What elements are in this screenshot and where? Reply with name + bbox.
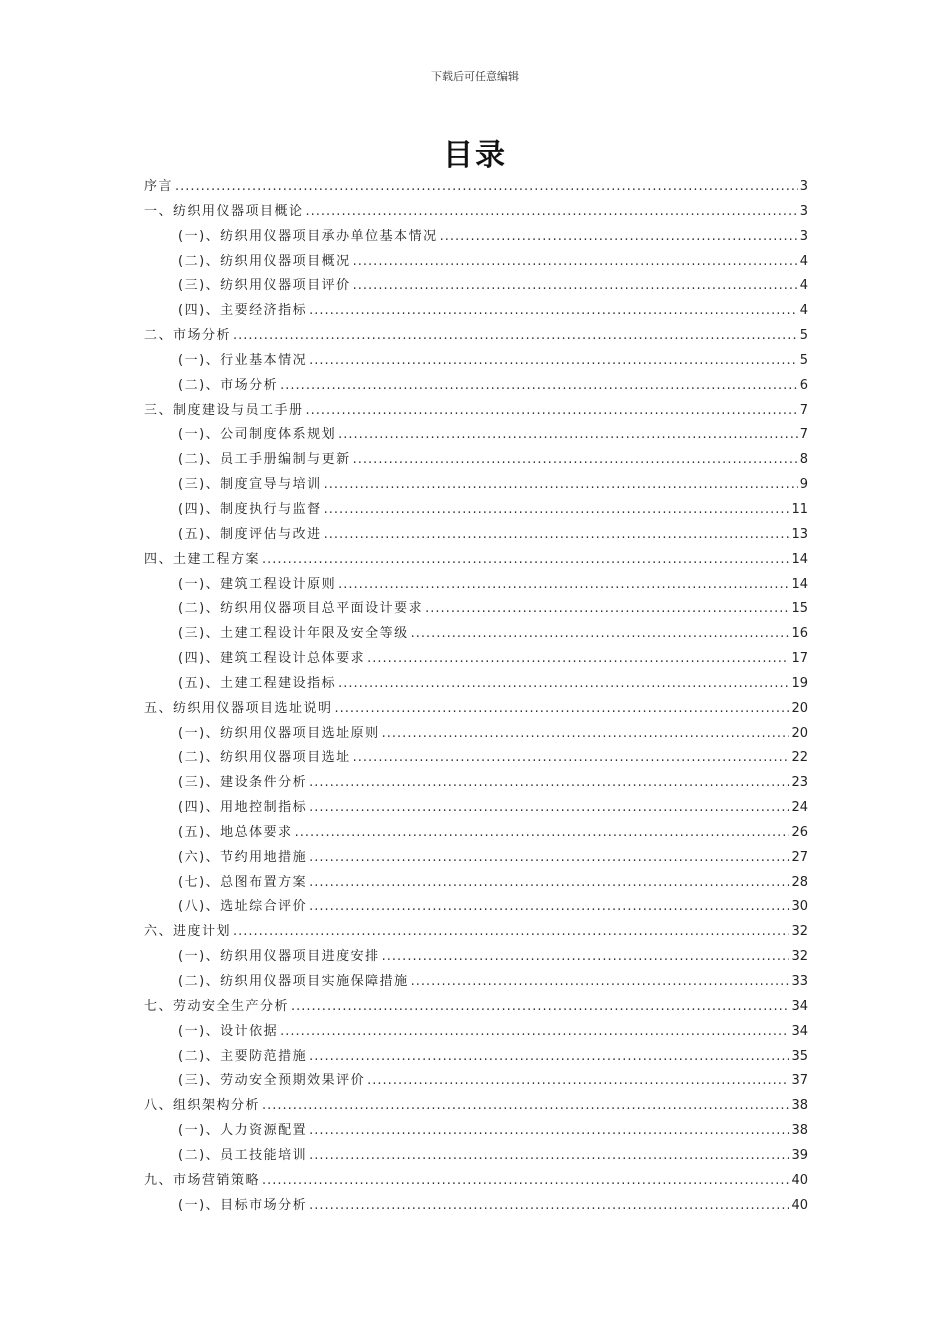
toc-entry-page: 27 — [791, 849, 808, 865]
toc-entry[interactable] — [144, 423, 808, 448]
toc-entry[interactable] — [144, 1194, 808, 1219]
toc-entry-page: 40 — [791, 1172, 808, 1188]
toc-entry[interactable] — [144, 871, 808, 896]
toc-entry[interactable] — [144, 821, 808, 846]
toc-entry[interactable] — [144, 1069, 808, 1094]
toc-entry-label: (四)、主要经济指标 — [178, 303, 308, 319]
toc-entry-label: (四)、建筑工程设计总体要求 — [178, 651, 366, 667]
toc-entry[interactable] — [144, 523, 808, 548]
toc-entry[interactable] — [144, 995, 808, 1020]
toc-entry[interactable] — [144, 374, 808, 399]
toc-entry-label: (五)、地总体要求 — [178, 824, 293, 840]
toc-dot-leader — [367, 647, 789, 672]
toc-entry[interactable] — [144, 250, 808, 275]
toc-dot-leader — [382, 722, 790, 747]
toc-entry[interactable] — [144, 175, 808, 200]
toc-dot-leader — [309, 299, 798, 324]
toc-entry-page: 15 — [791, 601, 808, 617]
toc-dot-leader — [309, 846, 789, 871]
toc-entry-page: 7 — [799, 427, 808, 443]
toc-entry-label: (六)、节约用地措施 — [178, 849, 308, 865]
toc-entry-label: (三)、土建工程设计年限及安全等级 — [178, 626, 409, 642]
toc-entry[interactable] — [144, 349, 808, 374]
toc-entry-page: 14 — [791, 551, 808, 567]
toc-dot-leader — [233, 324, 798, 349]
toc-dot-leader — [324, 473, 798, 498]
toc-dot-leader — [353, 448, 798, 473]
toc-entry-label: (一)、人力资源配置 — [178, 1123, 308, 1139]
toc-entry-page: 16 — [791, 626, 808, 642]
toc-dot-leader — [324, 498, 790, 523]
toc-dot-leader — [309, 1045, 789, 1070]
toc-dot-leader — [367, 1069, 789, 1094]
toc-entry-label: 一、纺织用仪器项目概论 — [144, 203, 304, 219]
toc-entry[interactable] — [144, 573, 808, 598]
toc-dot-leader — [425, 597, 789, 622]
toc-dot-leader — [309, 895, 789, 920]
toc-entry-label: (七)、总图布置方案 — [178, 874, 308, 890]
toc-entry-page: 5 — [799, 352, 808, 368]
toc-entry[interactable] — [144, 796, 808, 821]
toc-entry-label: 序言 — [144, 179, 174, 194]
toc-entry[interactable] — [144, 846, 808, 871]
toc-dot-leader — [335, 697, 790, 722]
toc-entry-page: 20 — [791, 700, 808, 716]
toc-entry-label: (一)、目标市场分析 — [178, 1197, 308, 1213]
toc-dot-leader — [411, 970, 790, 995]
toc-entry[interactable] — [144, 399, 808, 424]
toc-entry-label: (二)、纺织用仪器项目概况 — [178, 253, 351, 269]
toc-dot-leader — [309, 771, 789, 796]
toc-entry-label: 八、组织架构分析 — [144, 1098, 261, 1114]
toc-entry[interactable] — [144, 597, 808, 622]
toc-entry-page: 9 — [799, 477, 808, 493]
toc-entry-label: (二)、员工手册编制与更新 — [178, 452, 351, 468]
toc-entry-page: 7 — [799, 402, 808, 418]
toc-dot-leader — [280, 1020, 789, 1045]
toc-entry-page: 4 — [799, 278, 808, 294]
toc-entry-label: (一)、公司制度体系规划 — [178, 427, 337, 443]
toc-entry-page: 34 — [791, 1023, 808, 1039]
toc-entry-page: 3 — [799, 228, 808, 244]
toc-entry[interactable] — [144, 324, 808, 349]
toc-entry-label: (一)、纺织用仪器项目承办单位基本情况 — [178, 228, 438, 244]
toc-dot-leader — [262, 548, 789, 573]
toc-entry-label: (二)、纺织用仪器项目实施保障措施 — [178, 974, 409, 989]
toc-dot-leader — [175, 175, 798, 200]
toc-entry-page: 32 — [791, 924, 808, 940]
toc-entry-label: (三)、制度宣导与培训 — [178, 477, 322, 493]
toc-dot-leader — [291, 995, 789, 1020]
toc-entry-page: 23 — [791, 775, 808, 791]
toc-entry-page: 39 — [791, 1147, 808, 1163]
toc-entry[interactable] — [144, 1169, 808, 1194]
toc-entry[interactable] — [144, 722, 808, 747]
toc-entry[interactable] — [144, 771, 808, 796]
toc-entry-page: 37 — [791, 1073, 808, 1089]
toc-dot-leader — [353, 746, 790, 771]
toc-dot-leader — [280, 374, 798, 399]
toc-entry-page: 4 — [799, 303, 808, 319]
toc-entry-label: (二)、纺织用仪器项目选址 — [178, 750, 351, 766]
toc-entry[interactable] — [144, 1094, 808, 1119]
toc-dot-leader — [233, 920, 789, 945]
toc-entry-page: 14 — [791, 576, 808, 592]
toc-entry-page: 13 — [791, 526, 808, 542]
toc-entry-label: (八)、选址综合评价 — [178, 899, 308, 915]
toc-entry-label: 七、劳动安全生产分析 — [144, 998, 290, 1014]
toc-entry[interactable] — [144, 1144, 808, 1169]
toc-entry-page: 11 — [791, 501, 808, 517]
toc-entry-label: (一)、纺织用仪器项目选址原则 — [178, 725, 380, 741]
toc-entry[interactable] — [144, 498, 808, 523]
toc-entry-label: (二)、市场分析 — [178, 377, 279, 393]
toc-dot-leader — [309, 796, 789, 821]
toc-entry-page: 8 — [799, 452, 808, 468]
toc-dot-leader — [411, 622, 790, 647]
toc-dot-leader — [309, 1144, 789, 1169]
toc-dot-leader — [306, 200, 798, 225]
toc-entry-label: (四)、用地控制指标 — [178, 800, 308, 816]
toc-entry[interactable] — [144, 895, 808, 920]
toc-entry-page: 40 — [791, 1197, 808, 1213]
toc-entry-label: (三)、建设条件分析 — [178, 775, 308, 791]
toc-entry-label: (三)、纺织用仪器项目评价 — [178, 278, 351, 294]
toc-entry[interactable] — [144, 970, 808, 995]
toc-dot-leader — [338, 423, 798, 448]
toc-entry-label: (二)、主要防范措施 — [178, 1048, 308, 1064]
toc-entry[interactable] — [144, 200, 808, 225]
toc-entry[interactable] — [144, 746, 808, 771]
toc-entry-label: (四)、制度执行与监督 — [178, 501, 322, 517]
toc-dot-leader — [295, 821, 790, 846]
toc-entry[interactable] — [144, 672, 808, 697]
toc-entry-page: 26 — [791, 824, 808, 840]
toc-entry[interactable] — [144, 225, 808, 250]
toc-entry-label: (三)、劳动安全预期效果评价 — [178, 1073, 366, 1089]
header-note: 下载后可任意编辑 — [431, 70, 519, 83]
toc-entry[interactable] — [144, 647, 808, 672]
toc-dot-leader — [382, 945, 790, 970]
toc-entry-label: 四、土建工程方案 — [144, 551, 261, 567]
toc-dot-leader — [338, 573, 789, 598]
toc-entry[interactable] — [144, 1020, 808, 1045]
toc-entry-label: (五)、土建工程建设指标 — [178, 675, 337, 691]
toc-dot-leader — [440, 225, 798, 250]
toc-entry-page: 24 — [791, 800, 808, 816]
toc-entry[interactable] — [144, 622, 808, 647]
toc-entry-page: 38 — [791, 1123, 808, 1139]
toc-entry-label: 二、市场分析 — [144, 328, 232, 344]
toc-entry-page: 35 — [791, 1048, 808, 1064]
toc-entry-label: (二)、员工技能培训 — [178, 1147, 308, 1163]
toc-entry[interactable] — [144, 299, 808, 324]
toc-dot-leader — [262, 1169, 789, 1194]
toc-entry-page: 22 — [791, 750, 808, 766]
table-of-contents — [144, 175, 808, 1218]
toc-entry-page: 6 — [799, 377, 808, 393]
toc-entry[interactable] — [144, 1119, 808, 1144]
toc-entry-label: (二)、纺织用仪器项目总平面设计要求 — [178, 601, 424, 617]
toc-dot-leader — [309, 1194, 789, 1219]
toc-title: 目录 — [443, 138, 507, 173]
toc-entry-page: 19 — [791, 675, 808, 691]
toc-entry-page: 5 — [799, 328, 808, 344]
toc-entry-page: 32 — [791, 949, 808, 965]
toc-entry[interactable] — [144, 274, 808, 299]
toc-entry-page: 3 — [799, 179, 808, 194]
toc-entry[interactable] — [144, 548, 808, 573]
toc-entry[interactable] — [144, 697, 808, 722]
toc-entry[interactable] — [144, 1045, 808, 1070]
toc-entry[interactable] — [144, 473, 808, 498]
toc-entry-label: (一)、行业基本情况 — [178, 352, 308, 368]
toc-entry-label: 五、纺织用仪器项目选址说明 — [144, 700, 333, 716]
toc-entry-label: 六、进度计划 — [144, 924, 232, 940]
toc-dot-leader — [309, 871, 789, 896]
toc-dot-leader — [262, 1094, 789, 1119]
toc-dot-leader — [353, 274, 798, 299]
toc-entry-page: 30 — [791, 899, 808, 915]
toc-dot-leader — [353, 250, 798, 275]
toc-entry-label: 九、市场营销策略 — [144, 1172, 261, 1188]
toc-entry-page: 38 — [791, 1098, 808, 1114]
toc-entry-label: (一)、纺织用仪器项目进度安排 — [178, 949, 380, 965]
toc-entry-page: 28 — [791, 874, 808, 890]
toc-entry[interactable] — [144, 448, 808, 473]
toc-dot-leader — [324, 523, 790, 548]
toc-dot-leader — [309, 349, 798, 374]
toc-entry[interactable] — [144, 920, 808, 945]
toc-dot-leader — [309, 1119, 789, 1144]
toc-entry-page: 33 — [791, 974, 808, 989]
toc-entry-label: (一)、设计依据 — [178, 1023, 279, 1039]
toc-entry-label: (一)、建筑工程设计原则 — [178, 576, 337, 592]
toc-dot-leader — [338, 672, 789, 697]
toc-entry-page: 20 — [791, 725, 808, 741]
toc-dot-leader — [306, 399, 798, 424]
toc-entry[interactable] — [144, 945, 808, 970]
toc-entry-page: 34 — [791, 998, 808, 1014]
toc-entry-label: (五)、制度评估与改进 — [178, 526, 322, 542]
toc-entry-page: 4 — [799, 253, 808, 269]
toc-entry-page: 17 — [791, 651, 808, 667]
toc-entry-page: 3 — [799, 203, 808, 219]
toc-entry-label: 三、制度建设与员工手册 — [144, 402, 304, 418]
